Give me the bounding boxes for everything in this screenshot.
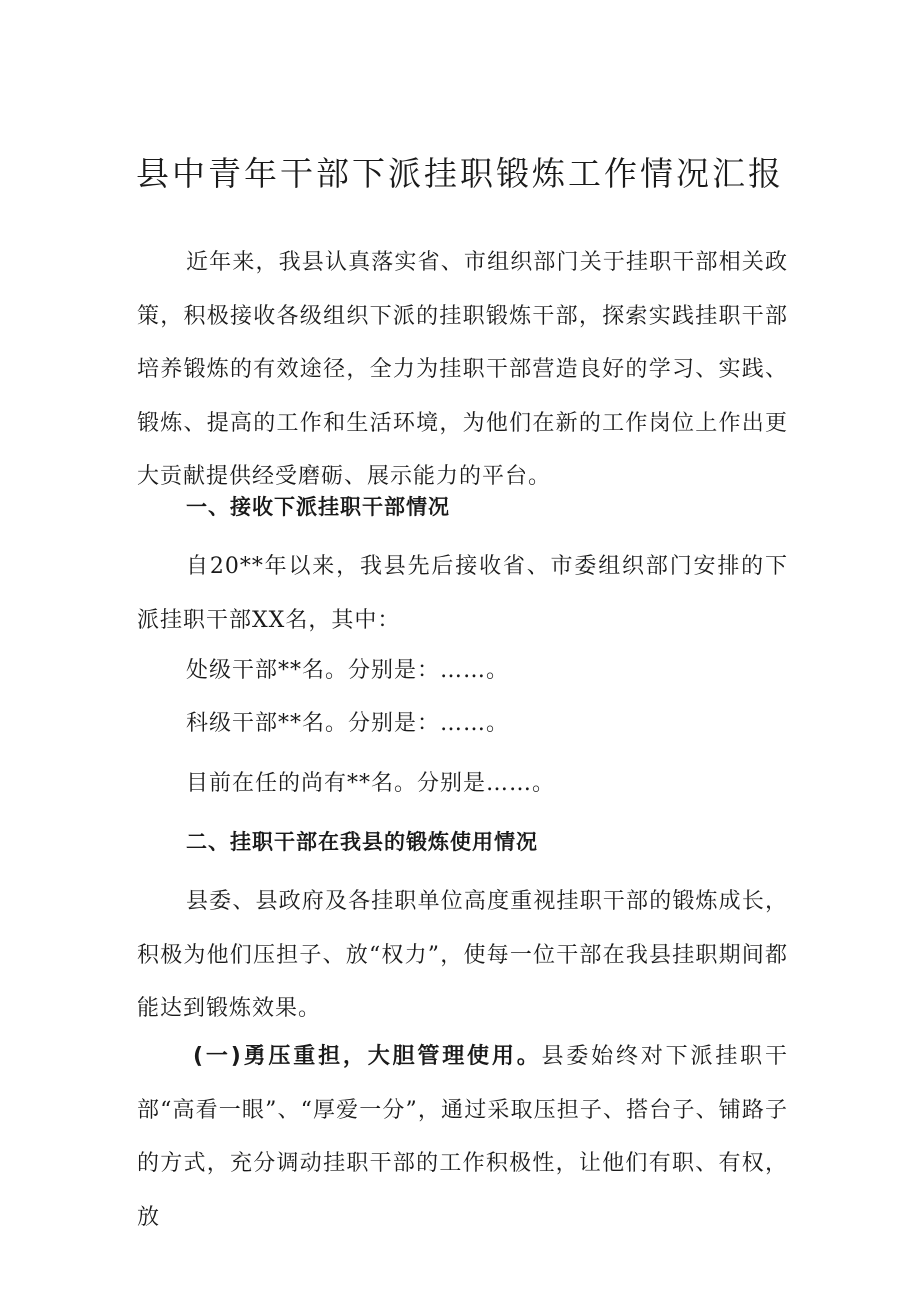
section-1-line-2: 科级干部**名。分别是：……。 xyxy=(186,711,510,736)
section-2-heading: 二、挂职干部在我县的锻炼使用情况 xyxy=(186,830,538,854)
intro-paragraph: 近年来，我县认真落实省、市组织部门关于挂职干部相关政策，积极接收各级组织下派的挂职锻炼干部，探索实践挂职干部培养锻炼的有效途径，全力为挂职干部营造良好的学习、实践、锻炼、提高的工作和生活环境，为他们在新的工作岗位上作出更大贡献提供经受磨砺、展示能力的平台。 xyxy=(137,250,788,489)
section-1-heading: 一、接收下派挂职干部情况 xyxy=(186,495,450,519)
section-2-paragraph: 县委、县政府及各挂职单位高度重视挂职干部的锻炼成长，积极为他们压担子、放“权力”，使每一位干部在我县挂职期间都能达到锻炼效果。 xyxy=(137,889,788,1021)
subsection-1-paragraph xyxy=(137,1030,788,1244)
section-1-line-3: 目前在任的尚有**名。分别是……。 xyxy=(186,771,556,796)
subsection-1-lead: (一)勇压重担，大胆管理使用。 xyxy=(193,1044,542,1069)
document-title: 县中青年干部下派挂职锻炼工作情况汇报 xyxy=(136,154,784,193)
section-1-paragraph: 自20**年以来，我县先后接收省、市委组织部门安排的下派挂职干部XX名，其中： xyxy=(137,554,788,633)
subsection-1-text: 县委始终对下派挂职干部“高看一眼”、“厚爱一分”，通过采取压担子、搭台子、铺路子的方式，充分调动挂职干部的工作积极性，让他们有职、有权，放 xyxy=(137,1044,788,1230)
section-1-line-1: 处级干部**名。分别是：……。 xyxy=(186,658,510,683)
